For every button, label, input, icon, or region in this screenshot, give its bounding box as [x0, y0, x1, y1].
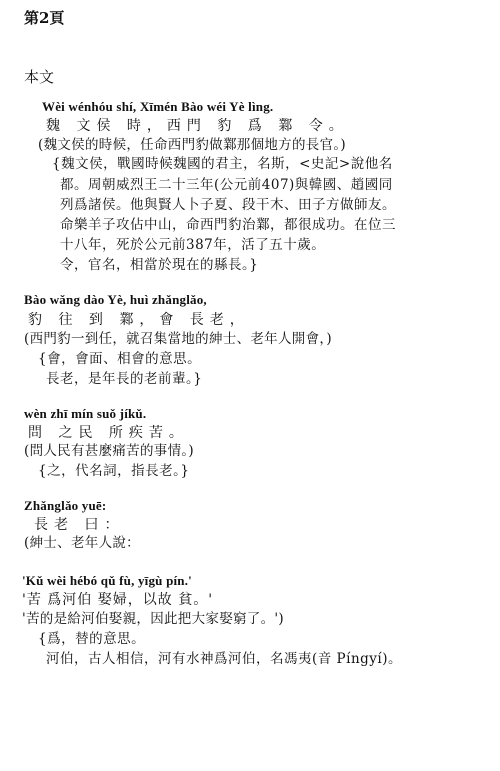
note-line: {之，代名詞，指長老。}: [38, 463, 190, 479]
note-line: 命樂羊子攻佔中山，命西門豹治鄴，都很成功。在位三: [60, 217, 396, 233]
section-label: 本文: [24, 68, 55, 86]
note-line: 令，官名，相當於現在的縣長。}: [60, 257, 259, 273]
note-line: {會，會面、相會的意思。: [38, 351, 202, 367]
translation-line: (西門豹一到任，就召集當地的紳士、老年人開會，): [24, 331, 332, 347]
chinese-line: '苦 爲河伯 娶婦，以故 貧。': [22, 592, 214, 608]
note-line: 河伯，古人相信，河有水神爲河伯，名馮夷(音 Píngyí)。: [46, 651, 403, 667]
translation-line: (紳士、老年人說：: [24, 535, 140, 551]
pinyin-line: Bào wǎng dào Yè, huì zhǎnglǎo,: [24, 292, 207, 307]
note-line: 長老，是年長的老前輩。}: [46, 371, 203, 387]
pinyin-line: 'Kǔ wèi hébó qǔ fù, yīgù pín.': [22, 573, 192, 588]
chinese-line: 問 之民 所疾苦。: [28, 425, 189, 441]
note-line: {魏文侯，戰國時候魏國的君主，名斯，<史記>說他名: [52, 156, 393, 172]
pinyin-line: Wèi wénhóu shí, Xīmén Bào wéi Yè lìng.: [42, 99, 274, 114]
chinese-line: 豹 往 到 鄴，會 長老，: [28, 312, 250, 328]
pinyin-line: Zhǎnglǎo yuē:: [24, 498, 107, 513]
translation-line: '苦的是給河伯娶親，因此把大家娶窮了。'): [22, 611, 284, 627]
note-line: 十八年，死於公元前387年，活了五十歲。: [60, 237, 326, 253]
chinese-line: 長老 曰：: [34, 517, 125, 533]
note-line: {爲，替的意思。: [38, 631, 146, 647]
pinyin-line: wèn zhī mín suǒ jíkǔ.: [24, 406, 147, 421]
note-line: 都。周朝威烈王二十三年(公元前407)與韓國、趙國同: [60, 177, 393, 193]
page-header: 第2頁: [24, 9, 65, 27]
translation-line: (魏文侯的時候，任命西門豹做鄴那個地方的長官。): [38, 137, 346, 153]
chinese-line: 魏 文侯 時，西門 豹 爲 鄴 令。: [46, 118, 349, 134]
note-line: 列爲諸侯。他與賢人卜子夏、段干木、田子方做師友。: [60, 197, 396, 213]
translation-line: (問人民有甚麼痛苦的事情。): [24, 443, 194, 459]
